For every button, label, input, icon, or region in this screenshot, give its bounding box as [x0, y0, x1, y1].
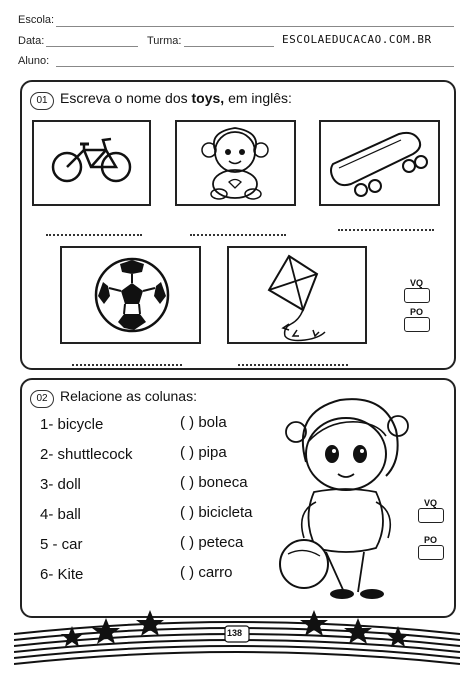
left-item-2: 2- shuttlecock — [40, 446, 133, 463]
bicycle-icon — [34, 122, 149, 204]
exercise-2-number: 02 — [30, 390, 54, 408]
kite-picture — [227, 246, 367, 344]
ball-icon — [62, 248, 199, 342]
score-po-box-2[interactable] — [418, 545, 444, 560]
skateboard-picture — [319, 120, 440, 206]
class-label: Turma: — [147, 35, 182, 47]
score-vq-label-1: VQ — [410, 278, 424, 288]
answer-line-doll[interactable] — [190, 234, 286, 236]
left-item-5: 5 - car — [40, 536, 83, 553]
answer-line-skateboard[interactable] — [338, 229, 434, 231]
bicycle-picture — [32, 120, 151, 206]
right-item-3[interactable]: ( ) boneca — [180, 474, 248, 491]
exercise-2-instruction: Relacione as colunas: — [60, 388, 197, 404]
school-field[interactable] — [56, 26, 454, 27]
answer-line-kite[interactable] — [238, 364, 348, 366]
right-item-1[interactable]: ( ) bola — [180, 414, 227, 431]
exercise-1-instruction: Escreva o nome dos toys, em inglês: — [60, 90, 292, 106]
score-vq-box-1[interactable] — [404, 288, 430, 303]
score-po-box-1[interactable] — [404, 317, 430, 332]
doll-picture — [175, 120, 296, 206]
kite-icon — [229, 248, 365, 342]
skateboard-icon — [321, 122, 438, 204]
student-label: Aluno: — [18, 55, 50, 67]
date-label: Data: — [18, 35, 45, 47]
student-field[interactable] — [56, 66, 454, 67]
left-item-3: 3- doll — [40, 476, 81, 493]
score-vq-box-2[interactable] — [418, 508, 444, 523]
left-item-1: 1- bicycle — [40, 416, 104, 433]
right-item-6[interactable]: ( ) carro — [180, 564, 233, 581]
score-po-label-2: PO — [424, 535, 438, 545]
page-number: 138 — [227, 628, 243, 638]
doll-icon — [177, 122, 294, 204]
school-label: Escola: — [18, 14, 55, 26]
girl-with-ball-illustration — [276, 392, 414, 602]
site-url: ESCOLAEDUCACAO.COM.BR — [282, 33, 432, 46]
ball-picture — [60, 246, 201, 344]
right-item-2[interactable]: ( ) pipa — [180, 444, 227, 461]
class-field[interactable] — [184, 46, 274, 47]
date-field[interactable] — [46, 46, 138, 47]
answer-line-bicycle[interactable] — [46, 234, 142, 236]
answer-line-ball[interactable] — [72, 364, 182, 366]
left-item-6: 6- Kite — [40, 566, 84, 583]
left-item-4: 4- ball — [40, 506, 81, 523]
score-po-label-1: PO — [410, 307, 424, 317]
exercise-1-number: 01 — [30, 92, 54, 110]
right-item-5[interactable]: ( ) peteca — [180, 534, 244, 551]
score-vq-label-2: VQ — [424, 498, 438, 508]
right-item-4[interactable]: ( ) bicicleta — [180, 504, 253, 521]
